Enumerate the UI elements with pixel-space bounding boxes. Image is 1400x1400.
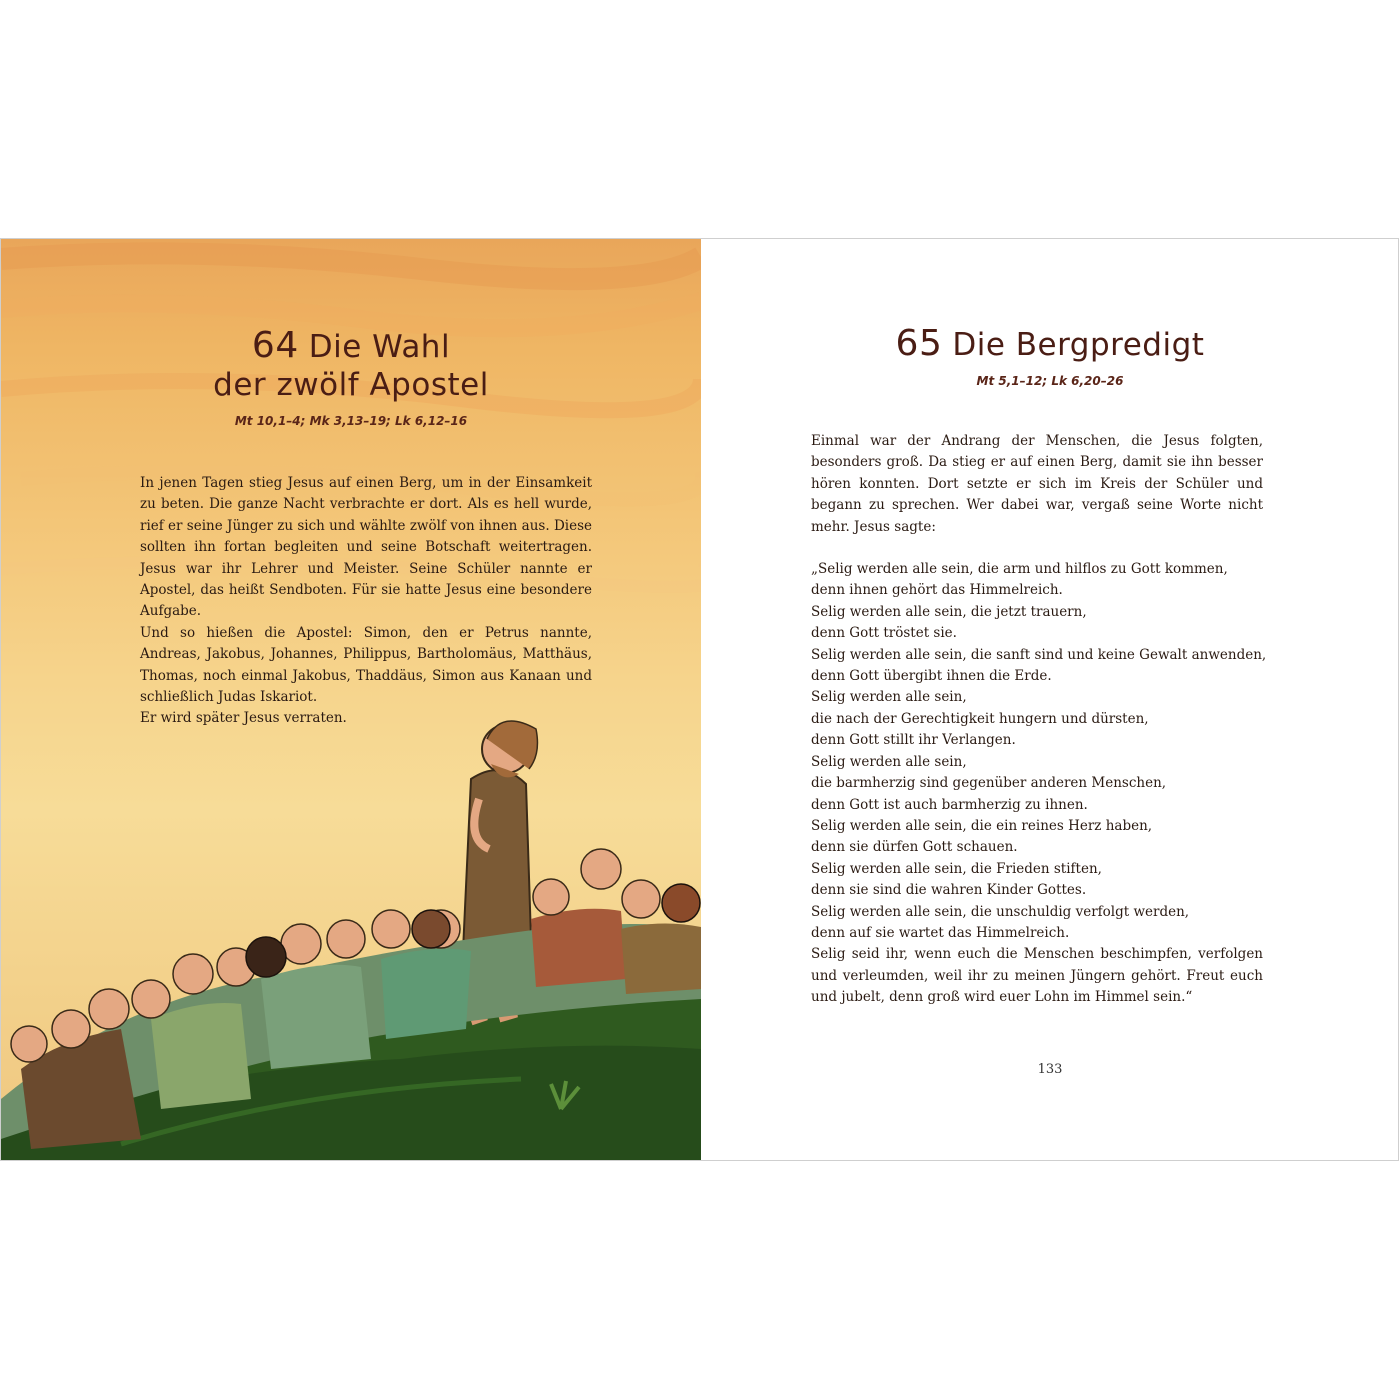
verse-line: denn Gott ist auch barmherzig zu ihnen. xyxy=(811,796,1088,813)
verse-line: Selig werden alle sein, die unschuldig verfolgt werden, xyxy=(811,903,1190,920)
right-page xyxy=(702,239,1398,1160)
verse-line: „Selig werden alle sein, die arm und hilflos zu Gott kommen, xyxy=(811,561,1228,578)
verse-line: denn Gott übergibt ihnen die Erde. xyxy=(811,668,1052,685)
verse-line: die barmherzig sind gegenüber anderen Menschen, xyxy=(811,775,1167,792)
verse-line: Selig werden alle sein, die jetzt trauern, xyxy=(811,603,1087,620)
bible-reference: Mt 10,1–4; Mk 3,13–19; Lk 6,12–16 xyxy=(234,414,468,428)
beatitudes-verses xyxy=(811,559,1267,944)
verse-line: die nach der Gerechtigkeit hungern und dürsten, xyxy=(811,710,1149,727)
intro-paragraph: Einmal war der Andrang der Menschen, die Jesus folgten, besonders groß. Da stieg er auf einen Berg, damit sie ihn besser hören konnten. Dort setzte er sich im Kreis der Schüler und begann zu sprechen. Wer dabei war, vergaß seine Worte nicht mehr. Jesus sagte: xyxy=(811,433,1263,535)
chapter-65-text xyxy=(811,431,1267,1009)
title-line-1: Die Wahl xyxy=(308,329,451,365)
verse-line: Selig werden alle sein, die sanft sind und keine Gewalt anwenden, xyxy=(811,646,1267,663)
chapter-65-header xyxy=(702,325,1398,388)
title-text: Die Bergpredigt xyxy=(952,327,1205,363)
chapter-number: 65 xyxy=(895,323,943,364)
bible-reference: Mt 5,1–12; Lk 6,20–26 xyxy=(976,374,1124,388)
verse-line: Selig werden alle sein, xyxy=(811,689,967,706)
chapter-number: 64 xyxy=(251,325,299,366)
verse-line: Selig werden alle sein, xyxy=(811,753,967,770)
paragraph: In jenen Tagen stieg Jesus auf einen Berg, um in der Einsamkeit zu beten. Die ganze Nacht verbrachte er dort. Als es hell wurde, rief er seine Jünger zu sich und wählte zwölf von ihnen aus. Diese sollten ihn fortan begleiten und seine Botschaft weitertragen. Jesus war ihr Lehrer und Meister. Seine Schüler nannte er Apostel, das heißt Sendboten. Für sie hatte Jesus eine besondere Aufgabe. xyxy=(140,475,592,620)
spacer xyxy=(811,538,1263,559)
page-number: 133 xyxy=(1037,1062,1063,1077)
verse-line: denn Gott tröstet sie. xyxy=(811,625,957,642)
verse-line: denn sie dürfen Gott schauen. xyxy=(811,839,1018,856)
title-line-2: der zwölf Apostel xyxy=(213,367,489,403)
verse-line: denn ihnen gehört das Himmelreich. xyxy=(811,582,1063,599)
jesus-and-disciples-on-hill-illustration xyxy=(1,239,701,1160)
verse-line: denn sie sind die wahren Kinder Gottes. xyxy=(811,882,1087,899)
paragraph: Und so hießen die Apostel: Simon, den er Petrus nannte, Andreas, Jakobus, Johannes, Philippus, Bartholomäus, Matthäus, Thomas, noch einmal Jakobus, Thaddäus, Simon aus Kanaan und schließlich Judas Iskariot. xyxy=(140,624,592,706)
verse-line: Selig werden alle sein, die ein reines Herz haben, xyxy=(811,817,1153,834)
book-spread xyxy=(0,238,1399,1161)
chapter-65-title xyxy=(702,325,1398,364)
verse-line: denn auf sie wartet das Himmelreich. xyxy=(811,924,1070,941)
paragraph: Er wird später Jesus verraten. xyxy=(140,710,347,727)
verse-line: Selig werden alle sein, die Frieden stiften, xyxy=(811,860,1102,877)
verse-line: denn Gott stillt ihr Verlangen. xyxy=(811,732,1016,749)
left-page xyxy=(1,239,701,1160)
closing-paragraph: Selig seid ihr, wenn euch die Menschen beschimpfen, verfolgen und verleumden, weil ihr zu meinen Jüngern gehört. Freut euch und jubelt, denn groß wird euer Lohn im Himmel sein.“ xyxy=(811,946,1263,1006)
